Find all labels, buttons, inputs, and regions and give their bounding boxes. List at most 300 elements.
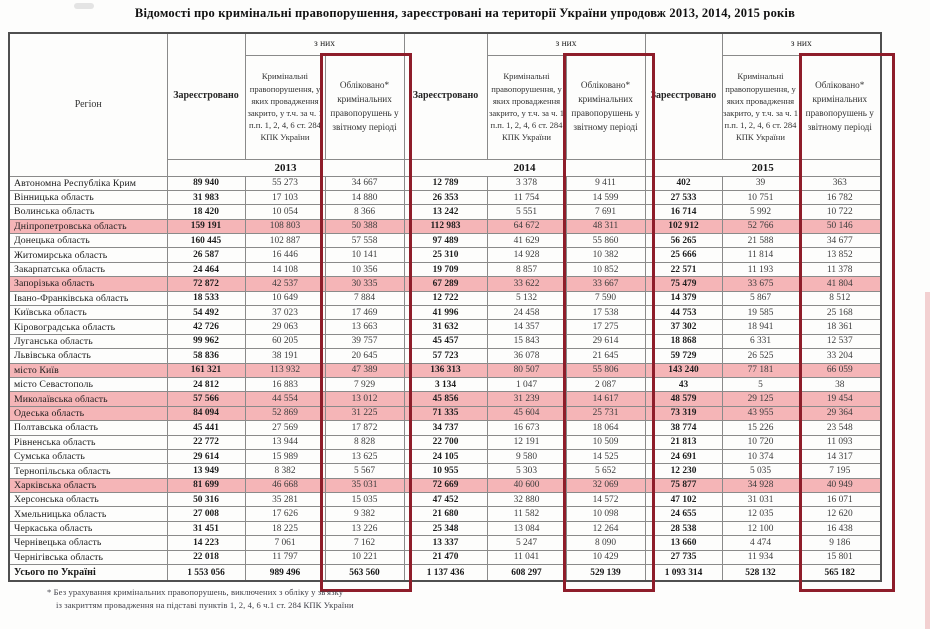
registered-value-cell: 58 836 [167, 349, 245, 363]
crime-statistics-table [8, 32, 882, 582]
recorded-value-cell: 13 012 [325, 392, 404, 406]
registered-value-cell: 38 774 [645, 421, 722, 435]
registered-value-cell: 12 722 [404, 291, 487, 305]
registered-value-cell: 42 726 [167, 320, 245, 334]
recorded-value-cell: 33 667 [566, 277, 645, 291]
registered-value-cell: 13 242 [404, 205, 487, 219]
registered-value-cell: 18 868 [645, 334, 722, 348]
registered-value-cell: 22 772 [167, 435, 245, 449]
recorded-value-cell: 23 548 [799, 421, 881, 435]
closed-value-cell: 33 622 [487, 277, 566, 291]
year-header-2013: 2013 [167, 159, 404, 176]
registered-value-cell: 24 655 [645, 507, 722, 521]
table-row [9, 478, 881, 492]
recorded-value-cell: 10 141 [325, 248, 404, 262]
registered-value-cell: 19 709 [404, 262, 487, 276]
region-name-cell: Тернопільська область [9, 464, 167, 478]
closed-value-cell: 45 604 [487, 406, 566, 420]
closed-value-cell: 5 132 [487, 291, 566, 305]
closed-value-cell: 10 054 [245, 205, 325, 219]
recorded-value-cell: 16 438 [799, 521, 881, 535]
closed-value-cell: 102 887 [245, 234, 325, 248]
registered-value-cell: 27 533 [645, 190, 722, 204]
recorded-value-cell: 66 059 [799, 363, 881, 377]
registered-header-2014: Зареєстровано [404, 33, 487, 159]
region-name-cell: Донецька область [9, 234, 167, 248]
recorded-value-cell: 47 389 [325, 363, 404, 377]
closed-value-cell: 5 551 [487, 205, 566, 219]
recorded-value-cell: 18 064 [566, 421, 645, 435]
closed-value-cell: 43 955 [722, 406, 799, 420]
registered-value-cell: 56 265 [645, 234, 722, 248]
table-row [9, 277, 881, 291]
registered-value-cell: 67 289 [404, 277, 487, 291]
registered-value-cell: 44 753 [645, 306, 722, 320]
recorded-value-cell: 10 509 [566, 435, 645, 449]
registered-header-2015: Зареєстровано [645, 33, 722, 159]
recorded-value-cell: 14 880 [325, 190, 404, 204]
registered-value-cell: 31 451 [167, 521, 245, 535]
registered-value-cell: 13 337 [404, 536, 487, 550]
recorded-value-cell: 14 572 [566, 493, 645, 507]
registered-value-cell: 10 955 [404, 464, 487, 478]
recorded-value-cell: 10 098 [566, 507, 645, 521]
recorded-value-cell: 13 625 [325, 449, 404, 463]
closed-value-cell: 80 507 [487, 363, 566, 377]
closed-value-cell: 11 041 [487, 550, 566, 564]
closed-value-cell: 5 [722, 377, 799, 391]
closed-value-cell: 8 382 [245, 464, 325, 478]
recorded-value-cell: 16 782 [799, 190, 881, 204]
closed-value-cell: 13 944 [245, 435, 325, 449]
registered-value-cell: 14 379 [645, 291, 722, 305]
table-row [9, 464, 881, 478]
total-row [9, 565, 881, 582]
registered-value-cell: 136 313 [404, 363, 487, 377]
table-row [9, 334, 881, 348]
footnote-line-1: * Без урахування кримінальних правопорушень, виключених з обліку у зв'язку [47, 587, 344, 597]
registered-value-cell: 59 729 [645, 349, 722, 363]
registered-value-cell: 34 737 [404, 421, 487, 435]
table-row [9, 449, 881, 463]
closed-value-cell: 18 941 [722, 320, 799, 334]
recorded-value-cell: 29 364 [799, 406, 881, 420]
registered-value-cell: 31 983 [167, 190, 245, 204]
recorded-value-cell: 50 146 [799, 219, 881, 233]
registered-value-cell: 97 489 [404, 234, 487, 248]
of-them-header-2013: з них [245, 33, 404, 55]
closed-value-cell: 12 191 [487, 435, 566, 449]
table-row [9, 435, 881, 449]
registered-value-cell: 1 093 314 [645, 565, 722, 582]
closed-value-cell: 6 331 [722, 334, 799, 348]
recorded-value-cell: 25 168 [799, 306, 881, 320]
region-name-cell: Автономна Республіка Крим [9, 176, 167, 190]
closed-value-cell: 27 569 [245, 421, 325, 435]
closed-value-cell: 24 458 [487, 306, 566, 320]
registered-value-cell: 1 137 436 [404, 565, 487, 582]
closed-value-cell: 26 525 [722, 349, 799, 363]
registered-value-cell: 28 538 [645, 521, 722, 535]
registered-value-cell: 72 669 [404, 478, 487, 492]
region-name-cell: Харківська область [9, 478, 167, 492]
registered-value-cell: 73 319 [645, 406, 722, 420]
closed-value-cell: 39 [722, 176, 799, 190]
recorded-value-cell: 13 226 [325, 521, 404, 535]
closed-value-cell: 7 061 [245, 536, 325, 550]
recorded-value-cell: 7 884 [325, 291, 404, 305]
recorded-value-cell: 17 275 [566, 320, 645, 334]
registered-value-cell: 18 420 [167, 205, 245, 219]
closed-value-cell: 46 668 [245, 478, 325, 492]
recorded-value-cell: 25 731 [566, 406, 645, 420]
closed-value-cell: 13 084 [487, 521, 566, 535]
registered-value-cell: 160 445 [167, 234, 245, 248]
table-row [9, 507, 881, 521]
recorded-value-cell: 14 525 [566, 449, 645, 463]
recorded-value-cell: 7 590 [566, 291, 645, 305]
recorded-value-cell: 17 538 [566, 306, 645, 320]
registered-value-cell: 54 492 [167, 306, 245, 320]
table-header [9, 33, 881, 176]
table-row [9, 234, 881, 248]
recorded-value-cell: 48 311 [566, 219, 645, 233]
registered-value-cell: 99 962 [167, 334, 245, 348]
recorded-value-cell: 32 069 [566, 478, 645, 492]
registered-value-cell: 143 240 [645, 363, 722, 377]
region-name-cell: Чернігівська область [9, 550, 167, 564]
closed-value-cell: 52 869 [245, 406, 325, 420]
closed-value-cell: 10 649 [245, 291, 325, 305]
page-title: Відомості про кримінальні правопорушення, зареєстровані на території України упродовж 2013, 2014, 2015 років [134, 6, 796, 20]
registered-value-cell: 45 441 [167, 421, 245, 435]
registered-value-cell: 29 614 [167, 449, 245, 463]
recorded-value-cell: 9 382 [325, 507, 404, 521]
closed-value-cell: 14 108 [245, 262, 325, 276]
closed-value-cell: 113 932 [245, 363, 325, 377]
recorded-value-cell: 8 512 [799, 291, 881, 305]
registered-value-cell: 18 533 [167, 291, 245, 305]
registered-value-cell: 21 470 [404, 550, 487, 564]
recorded-value-cell: 11 093 [799, 435, 881, 449]
table-row [9, 320, 881, 334]
table-row [9, 377, 881, 391]
region-name-cell: Херсонська область [9, 493, 167, 507]
of-them-header-2015: з них [722, 33, 881, 55]
closed-value-cell: 19 585 [722, 306, 799, 320]
recorded-value-cell: 563 560 [325, 565, 404, 582]
table-row [9, 248, 881, 262]
recorded-offenses-header-2015: Обліковано* кримінальних правопорушень у звітному періоді [799, 55, 881, 159]
recorded-value-cell: 363 [799, 176, 881, 190]
closed-value-cell: 11 754 [487, 190, 566, 204]
table-row [9, 176, 881, 190]
recorded-value-cell: 5 567 [325, 464, 404, 478]
closed-value-cell: 4 474 [722, 536, 799, 550]
closed-value-cell: 10 751 [722, 190, 799, 204]
registered-value-cell: 27 735 [645, 550, 722, 564]
registered-value-cell: 24 105 [404, 449, 487, 463]
registered-value-cell: 47 452 [404, 493, 487, 507]
of-them-header-2014: з них [487, 33, 645, 55]
region-name-cell: Вінницька область [9, 190, 167, 204]
closed-value-cell: 52 766 [722, 219, 799, 233]
recorded-value-cell: 18 361 [799, 320, 881, 334]
recorded-value-cell: 10 221 [325, 550, 404, 564]
closed-value-cell: 12 035 [722, 507, 799, 521]
footnote-line-2: із закриттям провадження на підставі пунктів 1, 2, 4, 6 ч.1 ст. 284 КПК України [56, 600, 354, 611]
total-label-cell: Усього по Україні [9, 565, 167, 582]
registered-value-cell: 41 996 [404, 306, 487, 320]
closed-value-cell: 55 273 [245, 176, 325, 190]
closed-value-cell: 16 673 [487, 421, 566, 435]
region-name-cell: Одеська область [9, 406, 167, 420]
registered-value-cell: 1 553 056 [167, 565, 245, 582]
registered-value-cell: 21 680 [404, 507, 487, 521]
closed-value-cell: 5 992 [722, 205, 799, 219]
registered-value-cell: 13 660 [645, 536, 722, 550]
recorded-value-cell: 15 801 [799, 550, 881, 564]
recorded-value-cell: 55 806 [566, 363, 645, 377]
closed-value-cell: 10 720 [722, 435, 799, 449]
footnote [47, 586, 354, 613]
year-header-2015: 2015 [645, 159, 881, 176]
table-row [9, 306, 881, 320]
registered-value-cell: 161 321 [167, 363, 245, 377]
closed-proceedings-header-2014: Кримінальні правопорушення, у яких провадження закрито, у т.ч. за ч. 1 п.п. 1, 2, 4, 6 ст. 284 КПК України [487, 55, 566, 159]
closed-value-cell: 21 588 [722, 234, 799, 248]
registered-value-cell: 27 008 [167, 507, 245, 521]
registered-value-cell: 89 940 [167, 176, 245, 190]
closed-value-cell: 108 803 [245, 219, 325, 233]
recorded-value-cell: 13 852 [799, 248, 881, 262]
table-row [9, 536, 881, 550]
recorded-value-cell: 7 691 [566, 205, 645, 219]
table-body [9, 176, 881, 581]
closed-value-cell: 9 580 [487, 449, 566, 463]
region-name-cell: місто Київ [9, 363, 167, 377]
closed-value-cell: 3 378 [487, 176, 566, 190]
region-name-cell: Рівненська область [9, 435, 167, 449]
closed-value-cell: 5 247 [487, 536, 566, 550]
region-name-cell: Волинська область [9, 205, 167, 219]
closed-value-cell: 11 814 [722, 248, 799, 262]
recorded-value-cell: 30 335 [325, 277, 404, 291]
registered-value-cell: 48 579 [645, 392, 722, 406]
closed-value-cell: 35 281 [245, 493, 325, 507]
region-column-header: Регіон [9, 33, 167, 176]
year-header-2014: 2014 [404, 159, 645, 176]
table-row [9, 392, 881, 406]
registered-value-cell: 13 949 [167, 464, 245, 478]
closed-value-cell: 608 297 [487, 565, 566, 582]
closed-value-cell: 41 629 [487, 234, 566, 248]
registered-value-cell: 3 134 [404, 377, 487, 391]
registered-value-cell: 24 812 [167, 377, 245, 391]
closed-value-cell: 15 989 [245, 449, 325, 463]
closed-value-cell: 8 857 [487, 262, 566, 276]
table-row [9, 219, 881, 233]
recorded-value-cell: 14 617 [566, 392, 645, 406]
closed-value-cell: 38 191 [245, 349, 325, 363]
closed-value-cell: 15 843 [487, 334, 566, 348]
recorded-value-cell: 12 264 [566, 521, 645, 535]
table-row [9, 521, 881, 535]
closed-value-cell: 11 582 [487, 507, 566, 521]
region-name-cell: Київська область [9, 306, 167, 320]
closed-value-cell: 31 031 [722, 493, 799, 507]
closed-value-cell: 5 035 [722, 464, 799, 478]
registered-value-cell: 12 789 [404, 176, 487, 190]
closed-value-cell: 29 125 [722, 392, 799, 406]
registered-header-2013: Зареєстровано [167, 33, 245, 159]
recorded-value-cell: 7 195 [799, 464, 881, 478]
closed-value-cell: 16 446 [245, 248, 325, 262]
recorded-value-cell: 34 677 [799, 234, 881, 248]
registered-value-cell: 71 335 [404, 406, 487, 420]
registered-value-cell: 57 566 [167, 392, 245, 406]
recorded-value-cell: 12 620 [799, 507, 881, 521]
registered-value-cell: 37 302 [645, 320, 722, 334]
recorded-value-cell: 8 090 [566, 536, 645, 550]
table-row [9, 363, 881, 377]
registered-value-cell: 24 691 [645, 449, 722, 463]
recorded-value-cell: 39 757 [325, 334, 404, 348]
table-row [9, 291, 881, 305]
region-name-cell: Закарпатська область [9, 262, 167, 276]
recorded-value-cell: 31 225 [325, 406, 404, 420]
registered-value-cell: 22 018 [167, 550, 245, 564]
closed-value-cell: 42 537 [245, 277, 325, 291]
recorded-value-cell: 38 [799, 377, 881, 391]
closed-value-cell: 37 023 [245, 306, 325, 320]
recorded-offenses-header-2014: Обліковано* кримінальних правопорушень у звітному періоді [566, 55, 645, 159]
recorded-value-cell: 17 469 [325, 306, 404, 320]
registered-value-cell: 47 102 [645, 493, 722, 507]
recorded-value-cell: 55 860 [566, 234, 645, 248]
recorded-value-cell: 41 804 [799, 277, 881, 291]
closed-value-cell: 17 103 [245, 190, 325, 204]
table-row [9, 493, 881, 507]
closed-value-cell: 14 928 [487, 248, 566, 262]
recorded-value-cell: 5 652 [566, 464, 645, 478]
closed-proceedings-header-2015: Кримінальні правопорушення, у яких провадження закрито, у т.ч. за ч. 1 п.п. 1, 2, 4, 6 ст. 284 КПК України [722, 55, 799, 159]
closed-value-cell: 5 867 [722, 291, 799, 305]
table-row [9, 349, 881, 363]
closed-value-cell: 34 928 [722, 478, 799, 492]
closed-value-cell: 31 239 [487, 392, 566, 406]
registered-value-cell: 31 632 [404, 320, 487, 334]
closed-value-cell: 12 100 [722, 521, 799, 535]
recorded-value-cell: 565 182 [799, 565, 881, 582]
recorded-value-cell: 12 537 [799, 334, 881, 348]
region-name-cell: Львівська область [9, 349, 167, 363]
region-name-cell: місто Севастополь [9, 377, 167, 391]
recorded-value-cell: 14 317 [799, 449, 881, 463]
registered-value-cell: 25 310 [404, 248, 487, 262]
recorded-value-cell: 16 071 [799, 493, 881, 507]
recorded-offenses-header-2013: Обліковано* кримінальних правопорушень у звітному періоді [325, 55, 404, 159]
closed-value-cell: 14 357 [487, 320, 566, 334]
recorded-value-cell: 8 366 [325, 205, 404, 219]
registered-value-cell: 26 353 [404, 190, 487, 204]
region-name-cell: Чернівецька область [9, 536, 167, 550]
closed-value-cell: 36 078 [487, 349, 566, 363]
registered-value-cell: 43 [645, 377, 722, 391]
recorded-value-cell: 19 454 [799, 392, 881, 406]
table-row [9, 205, 881, 219]
registered-value-cell: 102 912 [645, 219, 722, 233]
registered-value-cell: 22 700 [404, 435, 487, 449]
recorded-value-cell: 17 872 [325, 421, 404, 435]
recorded-value-cell: 33 204 [799, 349, 881, 363]
closed-value-cell: 16 883 [245, 377, 325, 391]
closed-value-cell: 1 047 [487, 377, 566, 391]
closed-value-cell: 5 303 [487, 464, 566, 478]
registered-value-cell: 22 571 [645, 262, 722, 276]
region-name-cell: Полтавська область [9, 421, 167, 435]
registered-value-cell: 45 856 [404, 392, 487, 406]
closed-value-cell: 33 675 [722, 277, 799, 291]
page-edge-artifact [925, 292, 930, 629]
recorded-value-cell: 9 411 [566, 176, 645, 190]
registered-value-cell: 159 191 [167, 219, 245, 233]
recorded-value-cell: 9 186 [799, 536, 881, 550]
registered-value-cell: 72 872 [167, 277, 245, 291]
region-name-cell: Запорізька область [9, 277, 167, 291]
table-row [9, 550, 881, 564]
registered-value-cell: 24 464 [167, 262, 245, 276]
recorded-value-cell: 7 929 [325, 377, 404, 391]
recorded-value-cell: 13 663 [325, 320, 404, 334]
recorded-value-cell: 20 645 [325, 349, 404, 363]
region-name-cell: Дніпропетровська область [9, 219, 167, 233]
registered-value-cell: 84 094 [167, 406, 245, 420]
recorded-value-cell: 10 382 [566, 248, 645, 262]
recorded-value-cell: 529 139 [566, 565, 645, 582]
recorded-value-cell: 34 667 [325, 176, 404, 190]
registered-value-cell: 16 714 [645, 205, 722, 219]
closed-value-cell: 17 626 [245, 507, 325, 521]
region-name-cell: Хмельницька область [9, 507, 167, 521]
recorded-value-cell: 50 388 [325, 219, 404, 233]
closed-value-cell: 40 600 [487, 478, 566, 492]
region-name-cell: Миколаївська область [9, 392, 167, 406]
recorded-value-cell: 29 614 [566, 334, 645, 348]
recorded-value-cell: 14 599 [566, 190, 645, 204]
closed-value-cell: 11 193 [722, 262, 799, 276]
closed-value-cell: 989 496 [245, 565, 325, 582]
registered-value-cell: 12 230 [645, 464, 722, 478]
registered-value-cell: 50 316 [167, 493, 245, 507]
closed-value-cell: 528 132 [722, 565, 799, 582]
registered-value-cell: 75 877 [645, 478, 722, 492]
region-name-cell: Сумська область [9, 449, 167, 463]
recorded-value-cell: 10 852 [566, 262, 645, 276]
registered-value-cell: 112 983 [404, 219, 487, 233]
recorded-value-cell: 40 949 [799, 478, 881, 492]
recorded-value-cell: 10 356 [325, 262, 404, 276]
registered-value-cell: 57 723 [404, 349, 487, 363]
region-name-cell: Кіровоградська область [9, 320, 167, 334]
region-name-cell: Черкаська область [9, 521, 167, 535]
region-name-cell: Івано-Франківська область [9, 291, 167, 305]
closed-proceedings-header-2013: Кримінальні правопорушення, у яких провадження закрито, у т.ч. за ч. 1 п.п. 1, 2, 4, 6 ст. 284 КПК України [245, 55, 325, 159]
table-row [9, 190, 881, 204]
closed-value-cell: 29 063 [245, 320, 325, 334]
region-name-cell: Житомирська область [9, 248, 167, 262]
recorded-value-cell: 8 828 [325, 435, 404, 449]
